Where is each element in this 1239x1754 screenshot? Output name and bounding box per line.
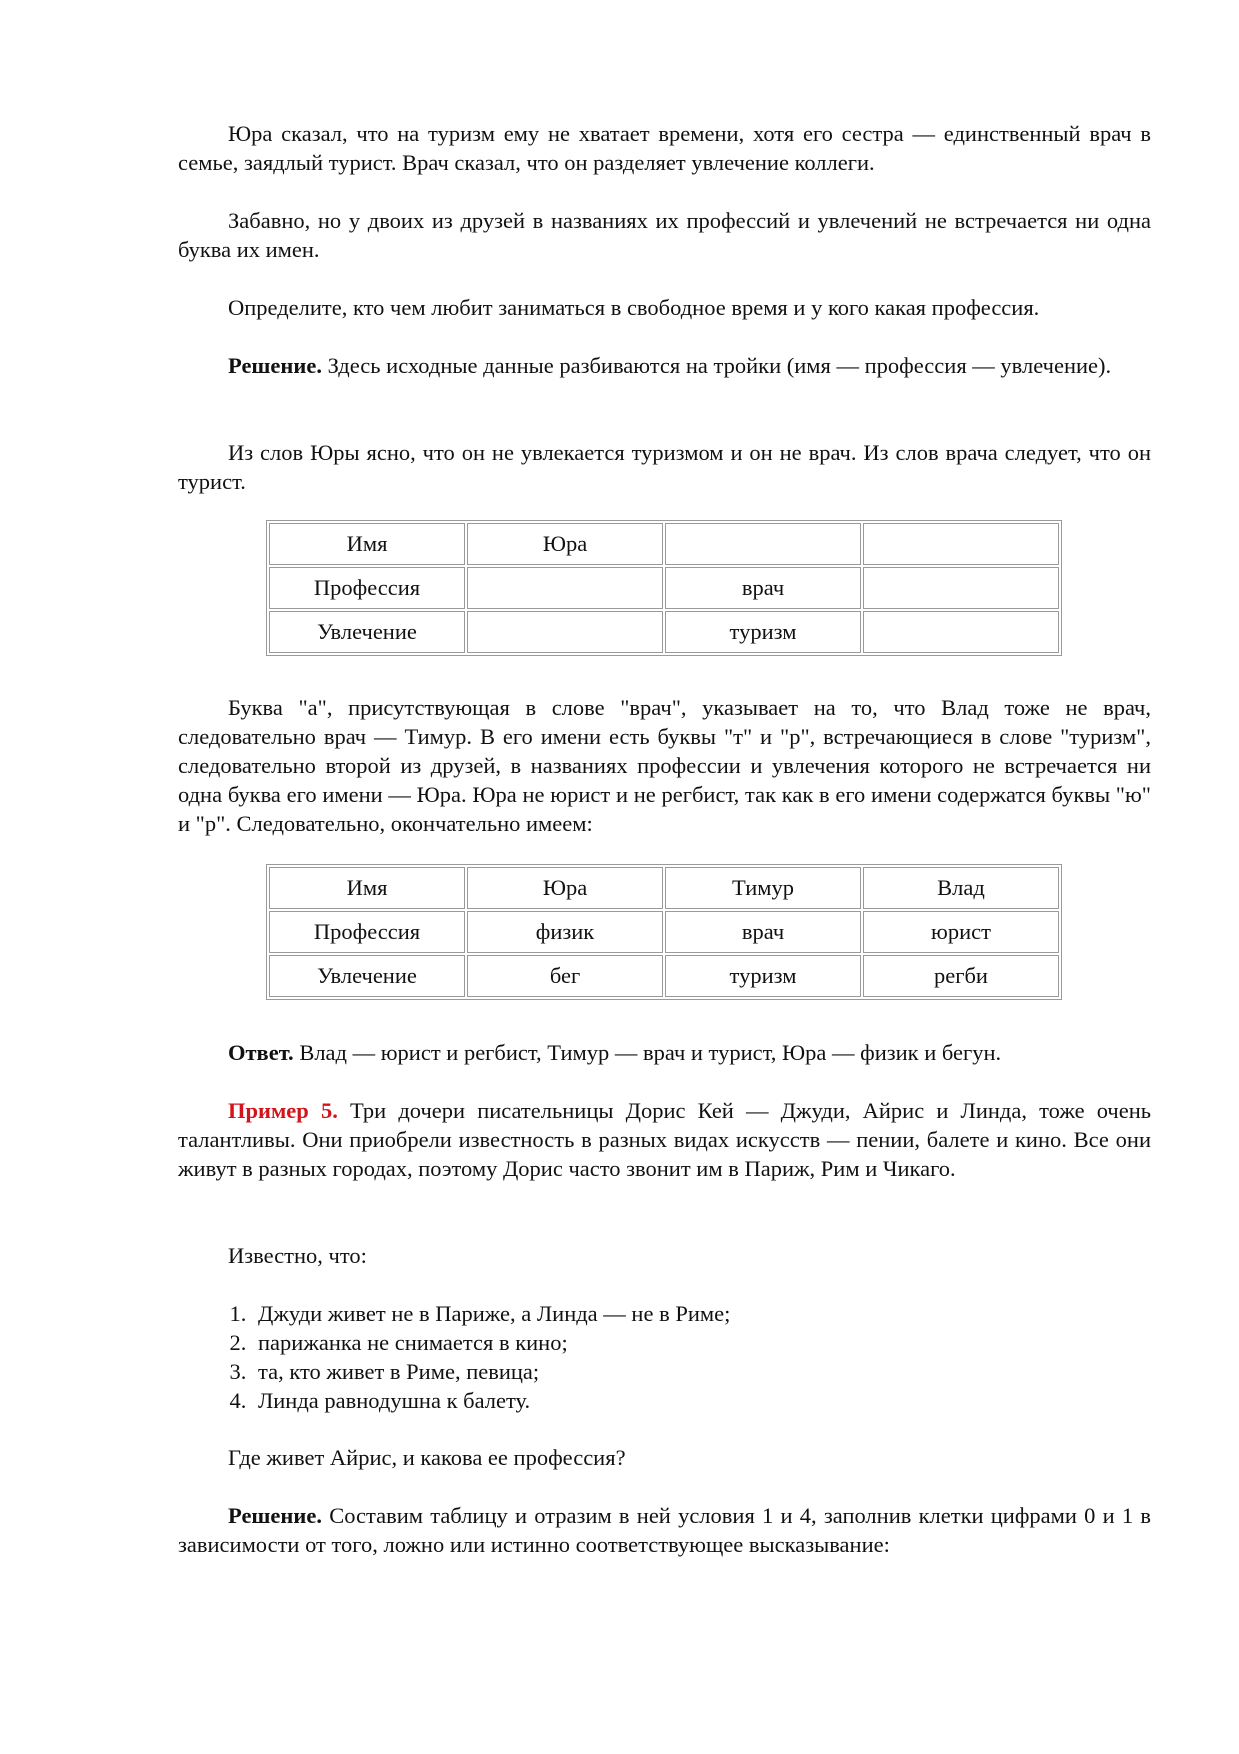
- solution-label: Решение.: [228, 353, 322, 378]
- table-cell: врач: [665, 911, 861, 953]
- table-cell: Имя: [269, 523, 465, 565]
- table-cell: Имя: [269, 867, 465, 909]
- table-cell: юрист: [863, 911, 1059, 953]
- list-item: 3. та, кто живет в Риме, певица;: [252, 1357, 1225, 1386]
- partial-table: [266, 520, 1062, 656]
- paragraph-deduction-2: Буква "а", присутствующая в слове "врач", указывает на то, что Влад тоже не врач, следовательно врач — Тимур. В его имени есть буквы "т" и "р", встречающиеся в слове "туризм", следовательно второй из друзей, в названиях профессии и увлечения которого не встречается ни одна буква его имени — Юра. Юра не юрист и не регбист, так как в его имени содержатся буквы "ю" и "р". Следовательно, окончательно имеем:: [178, 695, 1151, 836]
- table-cell: Юра: [467, 867, 663, 909]
- table-cell: Увлечение: [269, 611, 465, 653]
- table-cell: бег: [467, 955, 663, 997]
- paragraph-solution-intro: [178, 351, 1151, 380]
- paragraph-solution-2: [178, 1501, 1151, 1559]
- table-cell: [863, 523, 1059, 565]
- conditions-list: [178, 1299, 1225, 1415]
- answer-text: Влад — юрист и регбист, Тимур — врач и турист, Юра — физик и бегун.: [293, 1040, 1002, 1065]
- list-item: 1. Джуди живет не в Париже, а Линда — не в Риме;: [252, 1299, 1225, 1328]
- table-row: [269, 955, 1059, 997]
- paragraph-yura-statement: Юра сказал, что на туризм ему не хватает времени, хотя его сестра — единственный врач в семье, заядлый турист. Врач сказал, что он разделяет увлечение коллеги.: [178, 121, 1151, 175]
- list-item: 2. парижанка не снимается в кино;: [252, 1328, 1225, 1357]
- table-row: [269, 911, 1059, 953]
- paragraph-deduction-1: Из слов Юры ясно, что он не увлекается туризмом и он не врач. Из слов врача следует, что он турист.: [178, 440, 1151, 494]
- table-cell: туризм: [665, 611, 861, 653]
- answer-label: Ответ.: [228, 1040, 294, 1065]
- solution-label-2: Решение.: [228, 1503, 322, 1528]
- paragraph-answer: [178, 1038, 1151, 1067]
- table-cell: врач: [665, 567, 861, 609]
- paragraph-question: Где живет Айрис, и какова ее профессия?: [228, 1445, 626, 1470]
- table-cell: [863, 567, 1059, 609]
- paragraph-task: Определите, кто чем любит заниматься в свободное время и у кого какая профессия.: [228, 295, 1040, 320]
- table-row: [269, 611, 1059, 653]
- table-cell: Влад: [863, 867, 1059, 909]
- table-cell: [863, 611, 1059, 653]
- table-cell: туризм: [665, 955, 861, 997]
- table-cell: Профессия: [269, 567, 465, 609]
- example-text: Три дочери писательницы Дорис Кей — Джуди, Айрис и Линда, тоже очень талантливы. Они приобрели известность в разных видах искусств — пении, балете и кино. Все они живут в разных городах, поэтому Дорис часто звонит им в Париж, Рим и Чикаго.: [178, 1098, 1151, 1181]
- table-cell: регби: [863, 955, 1059, 997]
- table-cell: Тимур: [665, 867, 861, 909]
- table-cell: физик: [467, 911, 663, 953]
- solution-text-2: Составим таблицу и отразим в ней условия 1 и 4, заполнив клетки цифрами 0 и 1 в зависимости от того, ложно или истинно соответствующее высказывание:: [178, 1503, 1151, 1557]
- paragraph-example-5: [178, 1096, 1151, 1183]
- table-cell: [467, 611, 663, 653]
- table-row: [269, 523, 1059, 565]
- table-cell: Юра: [467, 523, 663, 565]
- paragraph-funny-fact: Забавно, но у двоих из друзей в названиях их профессий и увлечений не встречается ни одна буква их имен.: [178, 208, 1151, 262]
- table-cell: [467, 567, 663, 609]
- solution-intro-text: Здесь исходные данные разбиваются на тройки (имя — профессия — увлечение).: [321, 353, 1112, 378]
- table-cell: [665, 523, 861, 565]
- table-cell: Профессия: [269, 911, 465, 953]
- example-label: Пример 5.: [228, 1098, 338, 1123]
- table-row: [269, 567, 1059, 609]
- table-row: [269, 867, 1059, 909]
- list-item: 4. Линда равнодушна к балету.: [252, 1386, 1225, 1415]
- table-cell: Увлечение: [269, 955, 465, 997]
- paragraph-known: Известно, что:: [228, 1243, 367, 1268]
- final-table: [266, 864, 1062, 1000]
